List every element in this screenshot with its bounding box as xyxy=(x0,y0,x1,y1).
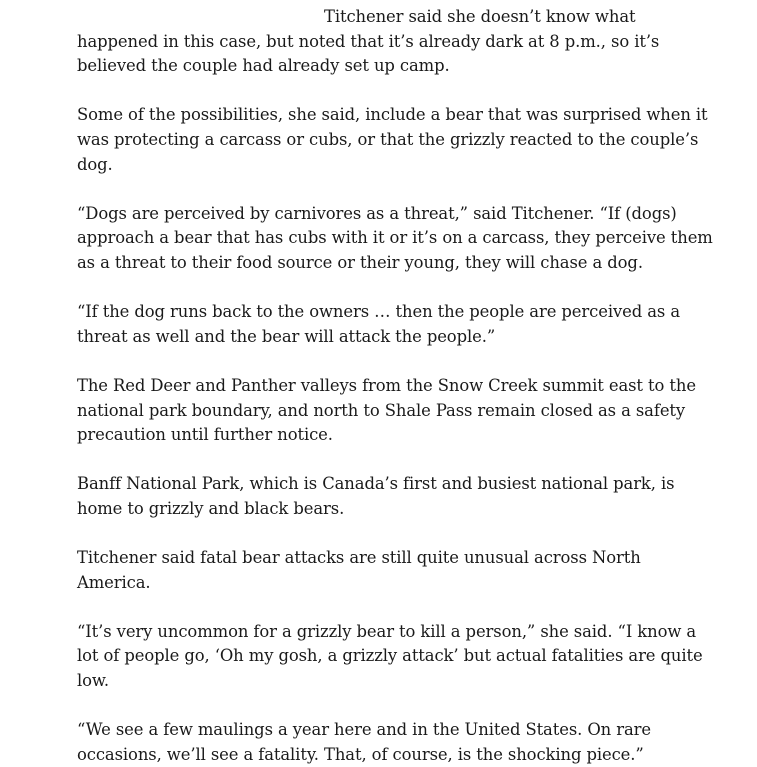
article-paragraph: Titchener said she doesn’t know what happened in this case, but noted that it’s already dark at 8 p.m., so it’s believed the couple had already set up camp. xyxy=(77,7,660,76)
article-body xyxy=(77,5,717,767)
article-paragraph: “We see a few maulings a year here and in the United States. On rare occasions, we’ll see a fatality. That, of course, is the shocking piece.” xyxy=(77,720,651,764)
article-paragraph: “If the dog runs back to the owners … then the people are perceived as a threat as well and the bear will attack the people.” xyxy=(77,302,680,346)
article-paragraph: “It’s very uncommon for a grizzly bear to kill a person,” she said. “I know a lot of people go, ‘Oh my gosh, a grizzly attack’ but actual fatalities are quite low. xyxy=(77,621,703,691)
article-paragraph: The Red Deer and Panther valleys from the Snow Creek summit east to the national park boundary, and north to Shale Pass remain closed as a safety precaution until further notice. xyxy=(77,375,696,445)
article-paragraph: Banff National Park, which is Canada’s first and busiest national park, is home to grizzly and black bears. xyxy=(77,474,675,518)
article-paragraph: “Dogs are perceived by carnivores as a threat,” said Titchener. “If (dogs) approach a bear that has cubs with it or it’s on a carcass, they perceive them as a threat to their food source or their young, they will chase a dog. xyxy=(77,203,713,272)
article-paragraph: Some of the possibilities, she said, include a bear that was surprised when it was protecting a carcass or cubs, or that the grizzly reacted to the couple’s dog. xyxy=(77,105,708,174)
article-paragraph: Titchener said fatal bear attacks are still quite unusual across North America. xyxy=(77,548,641,592)
